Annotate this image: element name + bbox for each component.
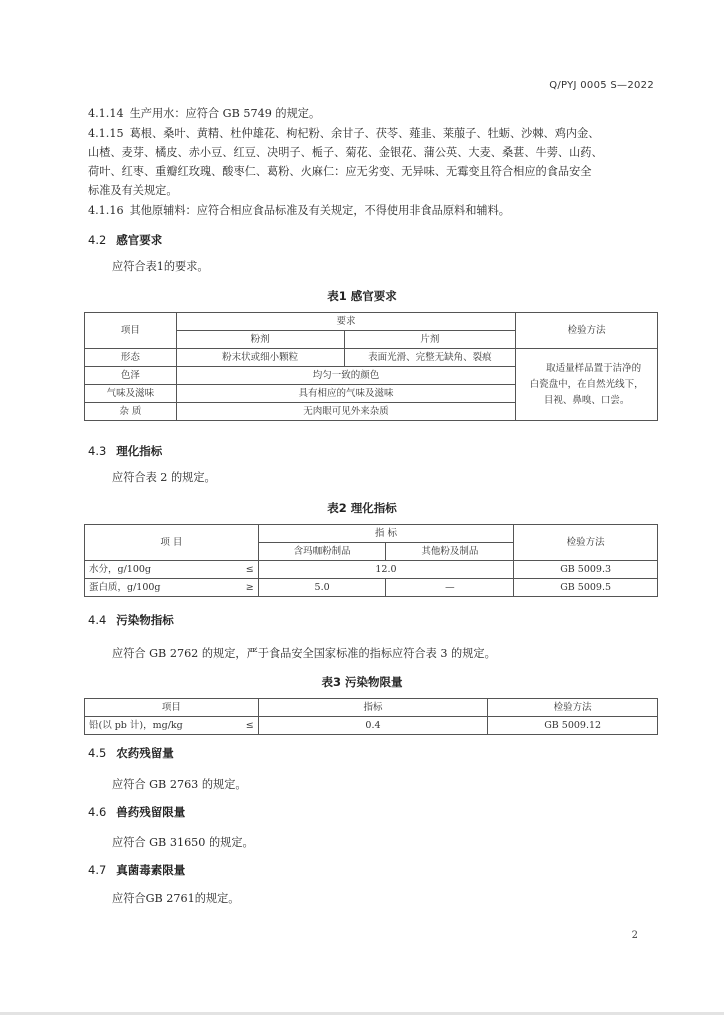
table-header-requirement: 要求 [176,313,515,331]
table-cell-value: 0.4 [258,717,488,735]
clause-4-1-16 [88,201,658,220]
section-heading-4-7 [88,862,185,878]
table-cell-item: 色泽 [85,367,177,385]
table-cell-item [85,579,259,597]
section-body-4-2: 应符合表1的要求。 [112,260,209,273]
section-body-4-3: 应符合表 2 的规定。 [112,471,216,484]
table-header-maca: 含玛咖粉制品 [258,543,386,561]
table-physicochemical-indicators [84,524,658,597]
table2-caption: 表2 理化指标 [327,501,397,515]
section-heading-4-5 [88,745,174,761]
section-number: 4.4 [88,613,107,627]
table1-caption: 表1 感官要求 [327,289,397,303]
section-body-4-7: 应符合GB 2761的规定。 [112,892,240,905]
clause-text: 其他原辅料：应符合相应食品标准及有关规定，不得使用非食品原料和辅料。 [129,204,510,217]
table-cell-method: GB 5009.3 [514,561,658,579]
table-header-index: 指标 [258,699,488,717]
document-code: Q/PYJ 0005 S—2022 [549,80,654,91]
table-cell-tablet: 表面光滑、完整无缺角、裂痕 [344,349,516,367]
table-header-method: 检验方法 [514,525,658,561]
section-heading-4-4 [88,612,174,628]
table-cell-item [85,717,259,735]
section-body-4-4: 应符合 GB 2762 的规定，严于食品安全国家标准的指标应符合表 3 的规定。 [112,647,496,660]
clause-line: 葛根、桑叶、黄精、杜仲雄花、枸杞粉、余甘子、茯苓、薤韭、莱菔子、牡蛎、沙棘、鸡内金、 [129,127,600,140]
table-header-index: 指 标 [258,525,514,543]
clause-number: 4.1.16 [88,204,124,217]
section-title: 理化指标 [116,444,163,458]
table-cell-method: GB 5009.12 [488,717,658,735]
table-cell-item: 形态 [85,349,177,367]
table3-caption: 表3 污染物限量 [321,675,403,689]
clause-number: 4.1.14 [88,107,124,120]
table-header-tablet: 片剂 [344,331,516,349]
section-title: 农药残留量 [116,746,174,760]
method-line: 白瓷盘中，在自然光线下， [529,378,644,390]
section-title: 感官要求 [116,233,163,247]
comparison-symbol: ≤ [245,563,254,575]
section-body-4-5: 应符合 GB 2763 的规定。 [112,778,247,791]
clause-number: 4.1.15 [88,127,124,140]
table-cell-merged: 无肉眼可见外来杂质 [176,403,515,421]
section-body-4-6: 应符合 GB 31650 的规定。 [112,836,254,849]
clause-line: 荷叶、红枣、重瓣红玫瑰、酸枣仁、葛粉、火麻仁：应无劣变、无异味、无霉变且符合相应的食品安全 [88,165,592,178]
section-number: 4.6 [88,805,107,819]
table-cell-merged: 12.0 [258,561,514,579]
table-cell-merged: 均匀一致的颜色 [176,367,515,385]
table-header-powder: 粉剂 [176,331,344,349]
table-cell-value: 5.0 [258,579,386,597]
clause-line: 山楂、麦芽、橘皮、赤小豆、红豆、决明子、栀子、菊花、金银花、蒲公英、大麦、桑葚、牛蒡、山药、 [88,146,603,159]
section-heading-4-2 [88,232,162,248]
section-title: 真菌毒素限量 [116,863,186,877]
method-line: 取适量样品置于洁净的 [546,362,642,374]
section-number: 4.3 [88,444,107,458]
item-label: 水分，g/100g [89,563,151,575]
table-cell-item [85,561,259,579]
table-header-item: 项目 [85,699,259,717]
section-title: 兽药残留限量 [116,805,186,819]
section-title: 污染物指标 [116,613,174,627]
table-header-method: 检验方法 [488,699,658,717]
table-contaminant-limits [84,698,658,735]
table-header-item: 项 目 [85,525,259,561]
table-cell-value: — [386,579,514,597]
table-header-other: 其他粉及制品 [386,543,514,561]
item-label: 蛋白质，g/100g [89,581,161,593]
table-cell-item: 杂 质 [85,403,177,421]
table-cell-powder: 粉末状或细小颗粒 [176,349,344,367]
table-cell-merged: 具有相应的气味及滋味 [176,385,515,403]
section-number: 4.7 [88,863,107,877]
comparison-symbol: ≥ [245,581,254,593]
clause-line: 标准及有关规定。 [88,184,178,197]
table-cell-item: 气味及滋味 [85,385,177,403]
section-heading-4-3 [88,443,162,459]
clause-4-1-15 [88,124,658,200]
section-number: 4.5 [88,746,107,760]
page-number: 2 [631,930,638,941]
page-bottom-edge [0,1012,724,1015]
table-cell-method [516,349,658,421]
section-number: 4.2 [88,233,107,247]
table-cell-method: GB 5009.5 [514,579,658,597]
comparison-symbol: ≤ [245,719,254,731]
table-sensory-requirements [84,312,658,421]
table-header-method: 检验方法 [516,313,658,349]
method-line: 目视、鼻嗅、口尝。 [543,394,630,406]
table-header-item: 项目 [85,313,177,349]
clause-text: 生产用水：应符合 GB 5749 的规定。 [129,107,321,120]
clause-4-1-14 [88,104,658,123]
item-label: 铅(以 pb 计)，mg/kg [89,719,183,731]
section-heading-4-6 [88,804,185,820]
